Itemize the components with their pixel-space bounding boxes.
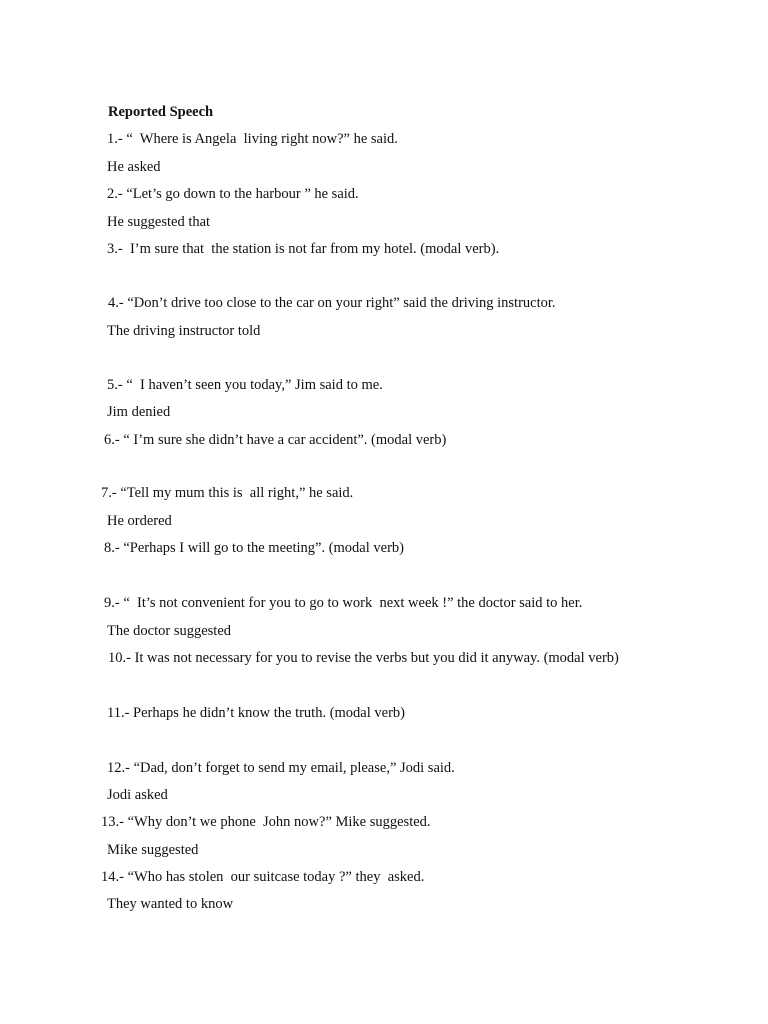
exercise-14-prompt: 14.- “Who has stolen our suitcase today ?” they asked.: [101, 869, 425, 885]
exercise-4-answer-stem: The driving instructor told: [107, 323, 261, 339]
exercise-12-prompt: 12.- “Dad, don’t forget to send my email, please,” Jodi said.: [107, 760, 455, 776]
exercise-14-answer-stem: They wanted to know: [107, 896, 234, 912]
exercise-2-prompt: 2.- “Let’s go down to the harbour ” he said.: [107, 186, 359, 202]
exercise-1-prompt: 1.- “ Where is Angela living right now?” he said.: [107, 131, 398, 147]
exercise-1-answer-stem: He asked: [107, 159, 161, 175]
exercise-12-answer-stem: Jodi asked: [107, 787, 168, 803]
exercise-13-prompt: 13.- “Why don’t we phone John now?” Mike suggested.: [101, 814, 431, 830]
exercise-11-prompt: 11.- Perhaps he didn’t know the truth. (modal verb): [107, 705, 405, 721]
exercise-9-answer-stem: The doctor suggested: [107, 623, 232, 639]
exercise-7-answer-stem: He ordered: [107, 513, 172, 529]
exercise-2-answer-stem: He suggested that: [107, 214, 211, 230]
exercise-4-prompt: 4.- “Don’t drive too close to the car on your right” said the driving instructor.: [108, 295, 556, 311]
exercise-3-prompt: 3.- I’m sure that the station is not far from my hotel. (modal verb).: [107, 241, 500, 257]
exercise-10-prompt: 10.- It was not necessary for you to revise the verbs but you did it anyway. (modal verb): [108, 650, 619, 666]
exercise-5-answer-stem: Jim denied: [107, 404, 171, 420]
exercise-9-prompt: 9.- “ It’s not convenient for you to go to work next week !” the doctor said to her.: [104, 595, 583, 611]
document-title: Reported Speech: [108, 104, 214, 120]
exercise-13-answer-stem: Mike suggested: [107, 842, 199, 858]
exercise-8-prompt: 8.- “Perhaps I will go to the meeting”. (modal verb): [104, 540, 404, 556]
exercise-6-prompt: 6.- “ I’m sure she didn’t have a car accident”. (modal verb): [104, 432, 447, 448]
exercise-7-prompt: 7.- “Tell my mum this is all right,” he said.: [101, 485, 354, 501]
exercise-5-prompt: 5.- “ I haven’t seen you today,” Jim said to me.: [107, 377, 383, 393]
